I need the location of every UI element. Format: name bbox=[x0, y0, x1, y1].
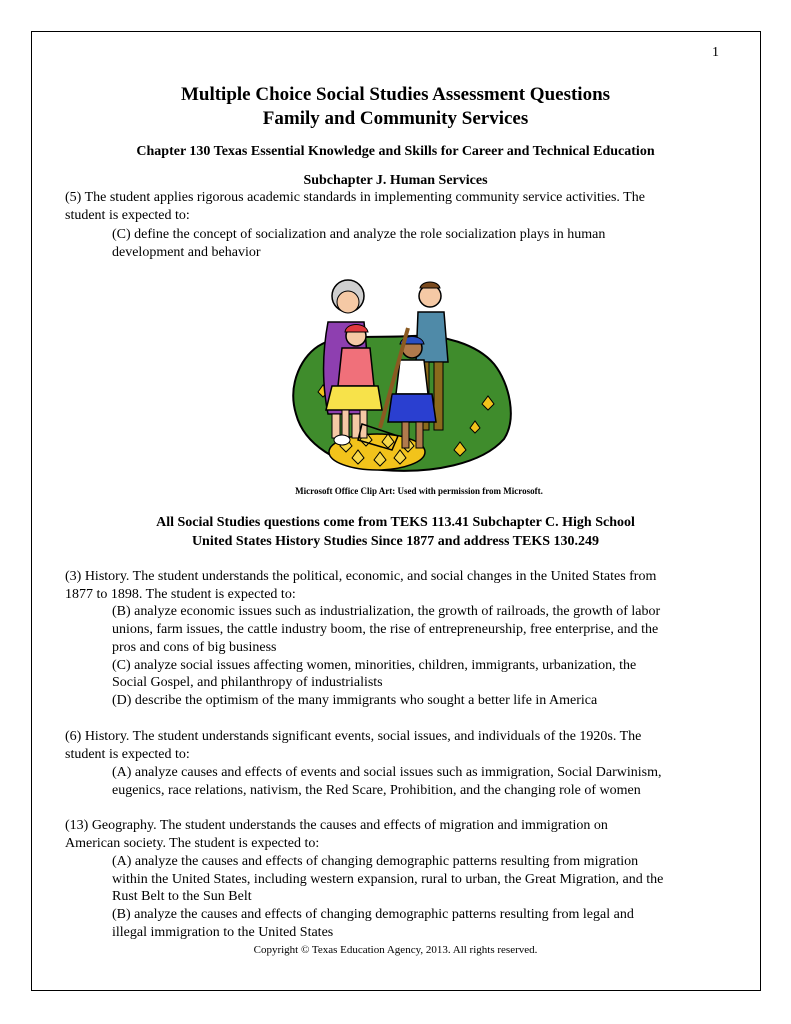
standard-5c-line-2: development and behavior bbox=[112, 245, 261, 260]
standard-3b-line-3: pros and cons of big business bbox=[112, 640, 277, 655]
chapter-heading: Chapter 130 Texas Essential Knowledge and Skills for Career and Technical Education bbox=[136, 144, 655, 159]
standard-13b-line-1: (B) analyze the causes and effects of changing demographic patterns resulting from legal and bbox=[112, 907, 634, 922]
standard-3-line-1: (3) History. The student understands the political, economic, and social changes in the United States from bbox=[65, 569, 657, 584]
page-number: 1 bbox=[712, 45, 719, 60]
standard-13-line-2: American society. The student is expected to: bbox=[65, 836, 320, 851]
standard-6a-line-1: (A) analyze causes and effects of events and social issues such as immigration, Social Darwinism, bbox=[112, 765, 662, 780]
standard-3-line-2: 1877 to 1898. The student is expected to: bbox=[65, 587, 296, 602]
standard-13a-line-3: Rust Belt to the Sun Belt bbox=[112, 889, 252, 904]
standard-13b-line-2: illegal immigration to the United States bbox=[112, 925, 334, 940]
standard-5c-line-1: (C) define the concept of socialization and analyze the role socialization plays in human bbox=[112, 227, 606, 242]
standard-6a-line-2: eugenics, race relations, nativism, the Red Scare, Prohibition, and the changing role of women bbox=[112, 783, 641, 798]
title-line-2: Family and Community Services bbox=[262, 108, 529, 129]
standard-13a-line-2: within the United States, including western expansion, rural to urban, the Great Migration, and the bbox=[112, 872, 664, 887]
standard-5-line-2: student is expected to: bbox=[65, 208, 190, 223]
standard-13a-line-1: (A) analyze the causes and effects of changing demographic patterns resulting from migration bbox=[112, 854, 639, 869]
subchapter-heading: Subchapter J. Human Services bbox=[303, 173, 488, 188]
standard-6-line-1: (6) History. The student understands significant events, social issues, and individuals of the 1920s. The bbox=[65, 729, 642, 744]
image-caption: Microsoft Office Clip Art: Used with permission from Microsoft. bbox=[295, 486, 543, 496]
title-line-1: Multiple Choice Social Studies Assessment Questions bbox=[180, 84, 611, 105]
standard-3c-line-1: (C) analyze social issues affecting women, minorities, children, immigrants, urbanization, the bbox=[112, 658, 637, 673]
standard-13-line-1: (13) Geography. The student understands the causes and effects of migration and immigration on bbox=[65, 818, 608, 833]
community-service-clipart bbox=[282, 274, 512, 482]
standard-6-line-2: student is expected to: bbox=[65, 747, 190, 762]
copyright-footer: Copyright © Texas Education Agency, 2013. All rights reserved. bbox=[253, 944, 538, 956]
teks-heading-line-1: All Social Studies questions come from TEKS 113.41 Subchapter C. High School bbox=[156, 515, 635, 530]
teks-heading-line-2: United States History Studies Since 1877 and address TEKS 130.249 bbox=[191, 534, 600, 549]
standard-3d-line-1: (D) describe the optimism of the many immigrants who sought a better life in America bbox=[112, 693, 598, 708]
standard-3b-line-1: (B) analyze economic issues such as industrialization, the growth of railroads, the growth of labor bbox=[112, 604, 661, 619]
standard-3b-line-2: unions, farm issues, the cattle industry boom, the rise of entrepreneurship, free enterprise, and the bbox=[112, 622, 659, 637]
standard-3c-line-2: Social Gospel, and philanthropy of industrialists bbox=[112, 675, 383, 690]
standard-5-line-1: (5) The student applies rigorous academic standards in implementing community service activities. The bbox=[65, 190, 645, 205]
